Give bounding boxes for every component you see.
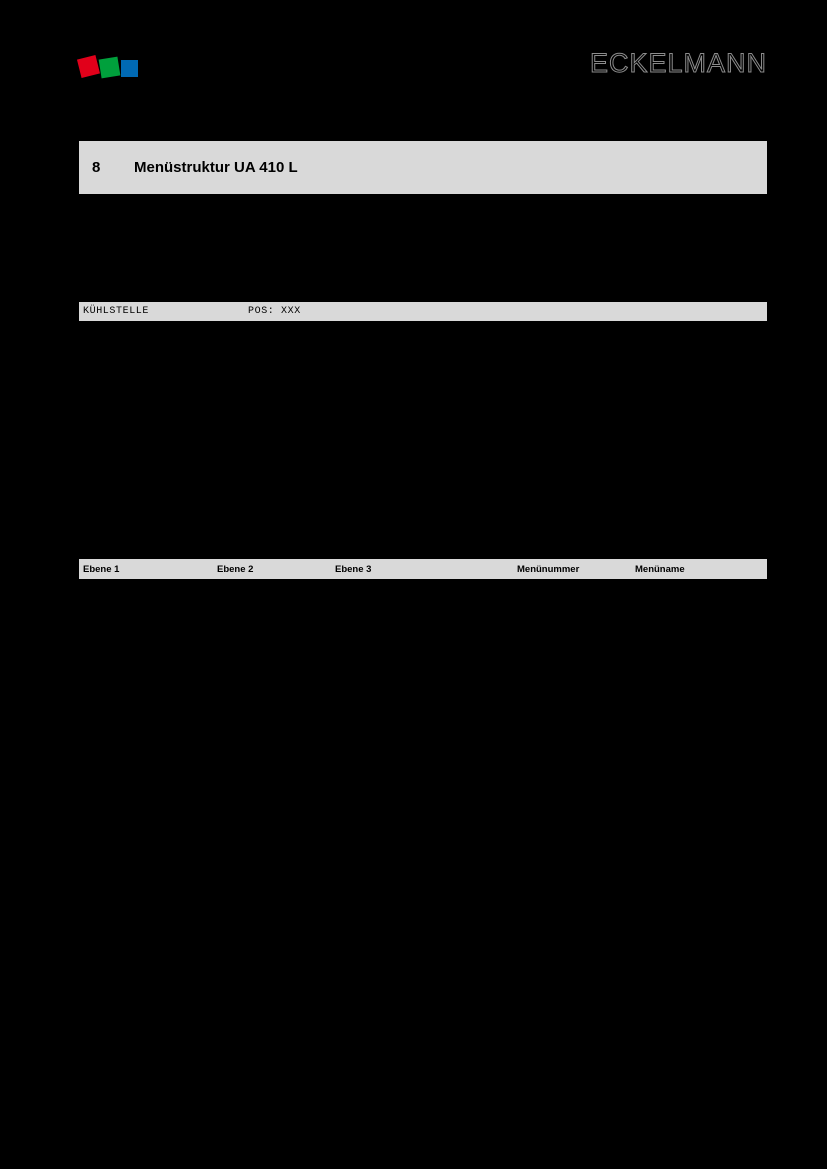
menu-structure-table-header: [79, 559, 767, 579]
column-header-menunummer: Menünummer: [517, 563, 580, 575]
chapter-title: Menüstruktur UA 410 L: [134, 159, 298, 176]
logo-red-square-icon: [77, 55, 100, 78]
brand-wordmark: ECKELMANN: [589, 48, 767, 78]
column-header-ebene-1: Ebene 1: [83, 563, 120, 575]
column-header-ebene-2: Ebene 2: [217, 563, 254, 575]
display-position: POS: XXX: [248, 306, 301, 317]
display-label: KÜHLSTELLE: [83, 306, 150, 317]
controller-display-row: [79, 302, 767, 321]
eckelmann-logo-icon: [79, 56, 148, 78]
column-header-ebene-3: Ebene 3: [335, 563, 372, 575]
chapter-heading: [79, 141, 767, 194]
column-header-menuname: Menüname: [635, 563, 685, 575]
logo-blue-square-icon: [121, 60, 138, 77]
chapter-number: 8: [92, 159, 101, 176]
logo-green-square-icon: [99, 57, 121, 79]
